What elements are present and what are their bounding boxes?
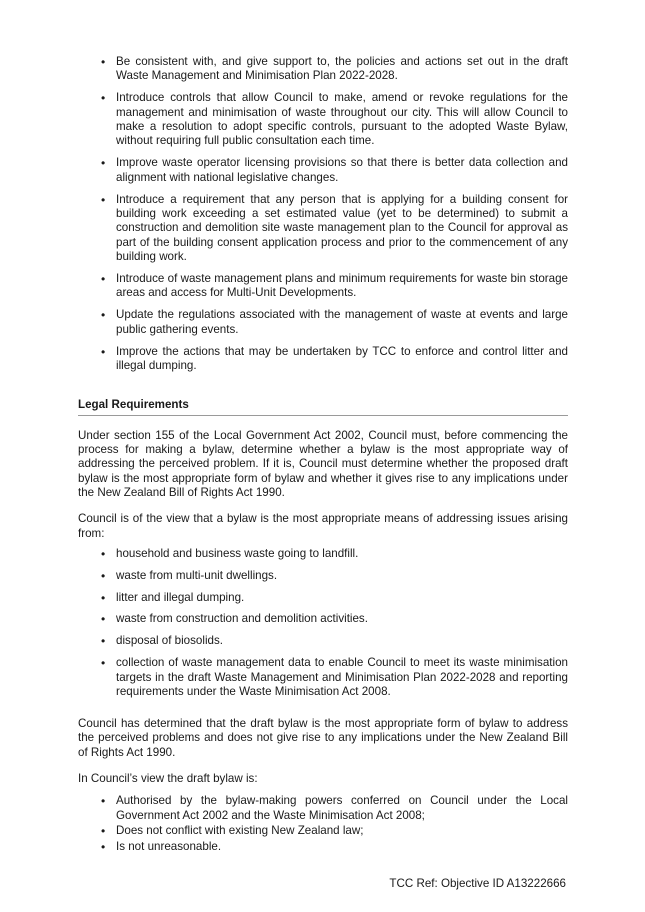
list-item: • collection of waste management data to enable Council to meet its waste minimisation targets in the draft Waste Management and Minimisation Plan 2022-2028 and reporting requirements under the Waste Minimisation Act 2008.: [78, 656, 568, 699]
list-item: • waste from construction and demolition activities.: [78, 612, 568, 626]
list-item: • Introduce of waste management plans and minimum requirements for waste bin storage areas and access for Multi-Unit Developments.: [78, 272, 568, 301]
view-list: [78, 794, 568, 854]
objectives-list: [78, 55, 568, 373]
list-item: • Introduce controls that allow Council to make, amend or revoke regulations for the management and minimisation of waste throughout our city. This will allow Council to make a resolution to adopt specific controls, pursuant to the adopted Waste Bylaw, without requiring full public consultation each time.: [78, 91, 568, 148]
list-item: • Improve waste operator licensing provisions so that there is better data collection and alignment with national legislative changes.: [78, 156, 568, 185]
paragraph: Under section 155 of the Local Government Act 2002, Council must, before commencing the process for making a bylaw, determine whether a bylaw is the most appropriate way of addressing the perceived problem. If it is, Council must determine whether the proposed draft bylaw is the most appropriate form of bylaw and whether it gives rise to any implications under the New Zealand Bill of Rights Act 1990.: [78, 428, 568, 499]
list-item: • Be consistent with, and give support to, the policies and actions set out in the draft Waste Management and Minimisation Plan 2022-2028.: [78, 55, 568, 84]
list-item: • disposal of biosolids.: [78, 634, 568, 648]
paragraph: In Council’s view the draft bylaw is:: [78, 772, 258, 786]
list-item: • Improve the actions that may be undertaken by TCC to enforce and control litter and illegal dumping.: [78, 345, 568, 374]
section-heading: Legal Requirements: [78, 398, 568, 415]
list-item: • household and business waste going to landfill.: [78, 547, 568, 561]
list-item: • waste from multi-unit dwellings.: [78, 569, 568, 583]
list-item: • Introduce a requirement that any person that is applying for a building consent for building work exceeding a set estimated value (yet to be determined) to submit a construction and demolition site waste management plan to the Council for approval as part of the building consent application process and prior to the commencement of any building work.: [78, 193, 568, 264]
issues-list: [78, 547, 568, 699]
list-item: • Is not unreasonable.: [78, 840, 568, 854]
list-item: • litter and illegal dumping.: [78, 591, 568, 605]
paragraph: Council is of the view that a bylaw is the most appropriate means of addressing issues arising from:: [78, 512, 568, 540]
footer-reference: TCC Ref: Objective ID A13222666: [389, 877, 566, 890]
paragraph: Council has determined that the draft bylaw is the most appropriate form of bylaw to address the perceived problems and does not give rise to any implications under the New Zealand Bill of Rights Act 1990.: [78, 717, 568, 759]
list-item: • Update the regulations associated with the management of waste at events and large public gathering events.: [78, 308, 568, 337]
list-item: • Does not conflict with existing New Zealand law;: [78, 824, 568, 838]
list-item: • Authorised by the bylaw-making powers conferred on Council under the Local Government Act 2002 and the Waste Minimisation Act 2008;: [78, 794, 568, 823]
document-page: [78, 55, 568, 856]
